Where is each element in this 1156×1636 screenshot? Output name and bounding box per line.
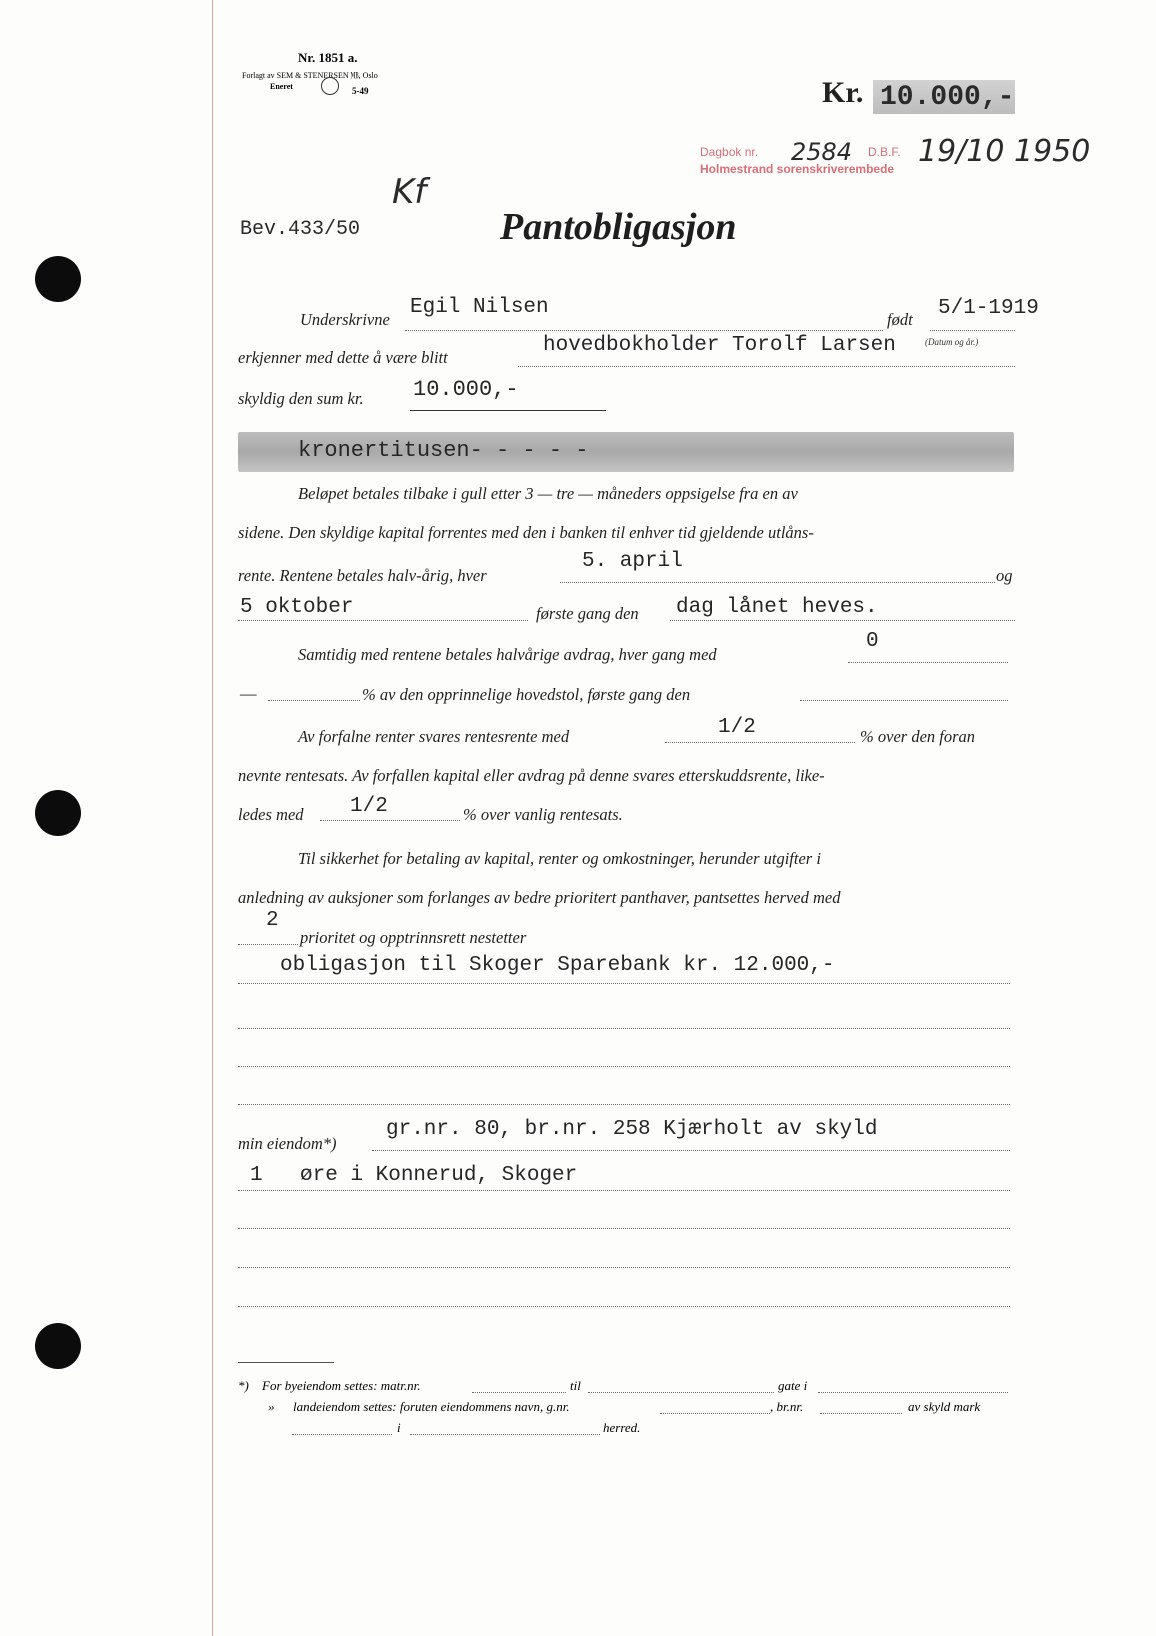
etterskudd-value: 1/2 bbox=[350, 795, 388, 818]
footnote-gate: gate i bbox=[778, 1378, 808, 1393]
sum-value: 10.000,- bbox=[413, 377, 519, 402]
para1-line3-label: rente. Rentene betales halv-årig, hver bbox=[238, 566, 487, 585]
eiendom-line2: øre i Konnerud, Skoger bbox=[300, 1164, 578, 1187]
avdrag-value: 0 bbox=[866, 630, 879, 653]
stamp-dagbok-number: 2584 bbox=[791, 138, 853, 166]
footnote-by-label: For byeiendom settes: matr.nr. bbox=[262, 1378, 421, 1393]
para3-line3-tail: % over vanlig rentesats. bbox=[463, 805, 623, 824]
footnote-til: til bbox=[570, 1378, 581, 1393]
footnote-mark: *) bbox=[238, 1378, 249, 1393]
datum-note: (Datum og år.) bbox=[925, 337, 979, 347]
og-label: og bbox=[996, 566, 1013, 585]
para2-line1-label: Samtidig med rentene betales halvårige avdrag, hver gang med bbox=[298, 645, 717, 664]
interest-date-1-line bbox=[560, 582, 995, 583]
eiendom-line4-rule bbox=[238, 1267, 1010, 1268]
avdrag-first-date-line bbox=[800, 700, 1008, 701]
kr-amount: 10.000,- bbox=[880, 82, 1015, 113]
form-number: Nr. 1851 a. bbox=[298, 50, 358, 65]
underskrivne-value: Egil Nilsen bbox=[410, 296, 549, 319]
stamp-dagbok-label: Dagbok nr. bbox=[700, 145, 759, 159]
fodt-label: født bbox=[887, 310, 913, 329]
nestetter-line-2 bbox=[238, 1028, 1010, 1029]
interest-date-2-line bbox=[238, 620, 528, 621]
footnote-gate-line bbox=[818, 1392, 1008, 1393]
skyldig-label: skyldig den sum kr. bbox=[238, 389, 364, 408]
footnote-land-label: landeiendom settes: foruten eiendommens navn, g.nr. bbox=[293, 1399, 570, 1414]
prioritet-line bbox=[238, 944, 298, 945]
footnote-matr-line bbox=[472, 1392, 566, 1393]
punch-hole-top bbox=[35, 256, 81, 302]
publisher-line: Forlagt av SEM & STENERSEN ㎆, Oslo bbox=[242, 71, 378, 80]
para4-line1: Til sikkerhet for betaling av kapital, renter og omkostninger, herunder utgifter i bbox=[298, 849, 821, 868]
underskrivne-line bbox=[405, 330, 883, 331]
avdrag-line bbox=[848, 662, 1008, 663]
punch-hole-bottom bbox=[35, 1323, 81, 1369]
footnote-i: i bbox=[397, 1420, 401, 1435]
fodt-line bbox=[930, 330, 1015, 331]
forste-gang-label: første gang den bbox=[536, 604, 639, 623]
forste-gang-line bbox=[670, 620, 1015, 621]
prioritet-value: 2 bbox=[266, 909, 279, 932]
bev-number: Bev.433/50 bbox=[240, 218, 361, 241]
erkjenner-label: erkjenner med dette å være blitt bbox=[238, 348, 448, 367]
underskrivne-label: Underskrivne bbox=[300, 310, 390, 329]
punch-hole-middle bbox=[35, 790, 81, 836]
enerett-label: Eneret bbox=[270, 82, 293, 91]
avdrag-percent-line bbox=[268, 700, 360, 701]
nestetter-line-3 bbox=[238, 1066, 1010, 1067]
rentesrente-value: 1/2 bbox=[718, 716, 756, 739]
footnote-herred-line bbox=[410, 1434, 600, 1435]
footnote-til-line bbox=[588, 1392, 774, 1393]
stamp-date: 19/10 1950 bbox=[918, 134, 1091, 169]
eiendom-line2-prefix: 1 bbox=[250, 1164, 263, 1187]
eiendom-line1: gr.nr. 80, br.nr. 258 Kjærholt av skyld bbox=[386, 1118, 878, 1141]
handwritten-initials: Kf bbox=[392, 172, 427, 212]
eiendom-line3-rule bbox=[238, 1228, 1010, 1229]
stamp-dbf: D.B.F. bbox=[868, 145, 901, 159]
publisher-logo bbox=[321, 77, 339, 95]
footnote-brnr-line bbox=[820, 1413, 902, 1414]
footnote-herred: herred. bbox=[603, 1420, 641, 1435]
nestetter-value: obligasjon til Skoger Sparebank kr. 12.000,- bbox=[280, 954, 835, 977]
kr-label: Kr. bbox=[822, 76, 864, 109]
nestetter-line-4 bbox=[238, 1104, 1010, 1105]
sum-underline bbox=[410, 410, 606, 411]
footnote-gnr-line bbox=[660, 1413, 770, 1414]
document-title: Pantobligasjon bbox=[500, 206, 737, 248]
para4-line2: anledning av auksjoner som forlanges av bedre prioritert panthaver, pantsettes herved med bbox=[238, 888, 841, 907]
creditor-value: hovedbokholder Torolf Larsen bbox=[543, 334, 896, 357]
interest-date-1: 5. april bbox=[582, 550, 683, 573]
edition-label: 5-49 bbox=[352, 86, 369, 96]
footnote-skyld: av skyld mark bbox=[908, 1399, 981, 1414]
stamp-office: Holmestrand sorenskriverembede bbox=[700, 162, 895, 176]
para1-line2: sidene. Den skyldige kapital forrentes med den i banken til enhver tid gjeldende utlåns- bbox=[238, 523, 814, 542]
para2-line2-label: % av den opprinnelige hovedstol, første gang den bbox=[362, 685, 691, 704]
erkjenner-line bbox=[518, 366, 1015, 367]
footnote-brnr: , br.nr. bbox=[770, 1399, 804, 1414]
forste-gang-value: dag lånet heves. bbox=[676, 596, 878, 619]
rentesrente-line bbox=[665, 742, 855, 743]
para3-line1-tail: % over den foran bbox=[860, 727, 976, 746]
etterskudd-line bbox=[320, 820, 460, 821]
avdrag-dash: — bbox=[240, 684, 257, 703]
footnote-separator bbox=[238, 1362, 334, 1363]
para3-line1-label: Av forfalne renter svares rentesrente med bbox=[298, 727, 570, 746]
para3-line3-label: ledes med bbox=[238, 805, 304, 824]
eiendom-line2-rule bbox=[238, 1190, 1010, 1191]
sum-words: kronertitusen- - - - - bbox=[298, 438, 589, 463]
eiendom-label: min eiendom*) bbox=[238, 1134, 337, 1153]
interest-date-2: 5 oktober bbox=[240, 596, 354, 619]
red-margin-line bbox=[212, 0, 213, 1636]
eiendom-line5-rule bbox=[238, 1306, 1010, 1307]
para3-line2: nevnte rentesats. Av forfallen kapital eller avdrag på denne svares etterskuddsrente, like- bbox=[238, 766, 825, 785]
eiendom-line1-rule bbox=[372, 1150, 1010, 1151]
nestetter-line-1 bbox=[238, 983, 1010, 984]
fodt-value: 5/1-1919 bbox=[938, 297, 1039, 320]
footnote-quote: » bbox=[268, 1399, 275, 1414]
footnote-name-line bbox=[292, 1434, 392, 1435]
para4-line3-label: prioritet og opptrinnsrett nestetter bbox=[300, 928, 527, 947]
para1-line1: Beløpet betales tilbake i gull etter 3 — tre — måneders oppsigelse fra en av bbox=[298, 484, 798, 503]
